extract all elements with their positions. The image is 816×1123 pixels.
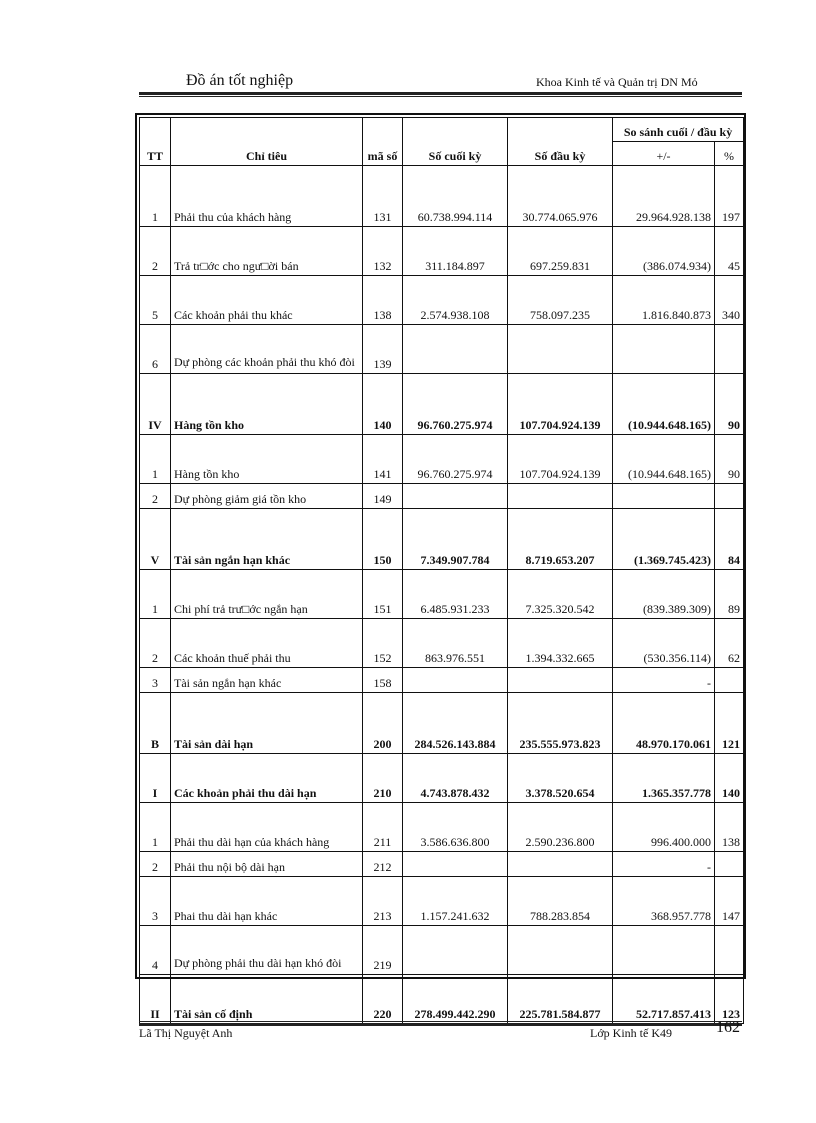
row-end-value bbox=[403, 668, 508, 693]
table-row bbox=[140, 926, 744, 975]
row-name-cell: Tài sản cố định bbox=[171, 975, 363, 1024]
header-rule-thick bbox=[139, 92, 742, 95]
row-diff-value: 368.957.778 bbox=[613, 877, 715, 926]
row-end-value: 96.760.275.974 bbox=[403, 435, 508, 484]
table-row bbox=[140, 852, 744, 877]
row-begin-value bbox=[508, 484, 613, 509]
table-row bbox=[140, 227, 744, 276]
row-begin-value: 107.704.924.139 bbox=[508, 374, 613, 435]
row-end-value bbox=[403, 926, 508, 975]
row-begin-value: 107.704.924.139 bbox=[508, 435, 613, 484]
row-tt-cell: 2 bbox=[140, 227, 171, 276]
row-end-value: 96.760.275.974 bbox=[403, 374, 508, 435]
row-name-cell: Dự phòng các khoản phải thu khó đòi bbox=[171, 325, 363, 374]
row-code-cell: 138 bbox=[363, 276, 403, 325]
row-code-cell: 149 bbox=[363, 484, 403, 509]
row-name-cell: Trả tr□ớc cho ngư□ời bán bbox=[171, 227, 363, 276]
col-end-header: Số cuối kỳ bbox=[403, 118, 508, 166]
footer-rule-thin bbox=[139, 1021, 742, 1022]
row-code-cell: 200 bbox=[363, 693, 403, 754]
row-end-value: 863.976.551 bbox=[403, 619, 508, 668]
row-begin-value: 758.097.235 bbox=[508, 276, 613, 325]
row-code-cell: 141 bbox=[363, 435, 403, 484]
balance-sheet-table bbox=[139, 117, 744, 1024]
row-end-value: 284.526.143.884 bbox=[403, 693, 508, 754]
table-row bbox=[140, 803, 744, 852]
table-row bbox=[140, 325, 744, 374]
faculty-name: Khoa Kinh tế và Quản trị DN Mỏ bbox=[536, 75, 698, 89]
row-pct-value: 340 bbox=[715, 276, 744, 325]
balance-table-container bbox=[139, 117, 743, 1024]
row-code-cell: 210 bbox=[363, 754, 403, 803]
row-code-cell: 152 bbox=[363, 619, 403, 668]
row-name-cell: Tài sản ngắn hạn khác bbox=[171, 668, 363, 693]
row-code-cell: 151 bbox=[363, 570, 403, 619]
table-row bbox=[140, 619, 744, 668]
row-tt-cell: 1 bbox=[140, 570, 171, 619]
row-tt-cell: 4 bbox=[140, 926, 171, 975]
row-code-cell: 150 bbox=[363, 509, 403, 570]
row-begin-value: 30.774.065.976 bbox=[508, 166, 613, 227]
row-code-cell: 140 bbox=[363, 374, 403, 435]
row-pct-value: 123 bbox=[715, 975, 744, 1024]
row-name-cell: Phải thu dài hạn của khách hàng bbox=[171, 803, 363, 852]
row-diff-value: (10.944.648.165) bbox=[613, 374, 715, 435]
row-name-cell: Tài sản ngắn hạn khác bbox=[171, 509, 363, 570]
table-body bbox=[140, 166, 744, 1024]
row-end-value: 4.743.878.432 bbox=[403, 754, 508, 803]
table-row bbox=[140, 877, 744, 926]
col-diff-header: +/- bbox=[613, 142, 715, 166]
row-pct-value bbox=[715, 668, 744, 693]
row-name-cell: Các khoản phải thu khác bbox=[171, 276, 363, 325]
row-pct-value: 138 bbox=[715, 803, 744, 852]
row-pct-value: 45 bbox=[715, 227, 744, 276]
row-pct-value: 147 bbox=[715, 877, 744, 926]
row-diff-value: 48.970.170.061 bbox=[613, 693, 715, 754]
row-diff-value: 29.964.928.138 bbox=[613, 166, 715, 227]
row-begin-value bbox=[508, 926, 613, 975]
row-tt-cell: 1 bbox=[140, 166, 171, 227]
row-tt-cell: IV bbox=[140, 374, 171, 435]
row-pct-value bbox=[715, 484, 744, 509]
row-tt-cell: 6 bbox=[140, 325, 171, 374]
class-name: Lớp Kinh tế K49 bbox=[590, 1026, 673, 1040]
row-pct-value bbox=[715, 852, 744, 877]
row-end-value: 278.499.442.290 bbox=[403, 975, 508, 1024]
col-begin-header: Số đầu kỳ bbox=[508, 118, 613, 166]
row-begin-value: 788.283.854 bbox=[508, 877, 613, 926]
page-number: 162 bbox=[716, 1019, 740, 1036]
row-tt-cell: I bbox=[140, 754, 171, 803]
row-name-cell: Phải thu của khách hàng bbox=[171, 166, 363, 227]
row-end-value bbox=[403, 852, 508, 877]
row-diff-value: (1.369.745.423) bbox=[613, 509, 715, 570]
row-pct-value bbox=[715, 325, 744, 374]
row-pct-value: 197 bbox=[715, 166, 744, 227]
row-code-cell: 213 bbox=[363, 877, 403, 926]
header-row-top bbox=[140, 118, 744, 142]
table-row bbox=[140, 754, 744, 803]
row-tt-cell: B bbox=[140, 693, 171, 754]
row-name-cell: Các khoản phải thu dài hạn bbox=[171, 754, 363, 803]
col-code-header: mã số bbox=[363, 118, 403, 166]
row-tt-cell: V bbox=[140, 509, 171, 570]
row-begin-value: 7.325.320.542 bbox=[508, 570, 613, 619]
row-begin-value: 1.394.332.665 bbox=[508, 619, 613, 668]
row-diff-value bbox=[613, 325, 715, 374]
row-pct-value: 84 bbox=[715, 509, 744, 570]
row-diff-value bbox=[613, 926, 715, 975]
document-title: Đồ án tốt nghiệp bbox=[186, 72, 294, 89]
table-row bbox=[140, 435, 744, 484]
row-pct-value: 121 bbox=[715, 693, 744, 754]
row-diff-value: - bbox=[613, 852, 715, 877]
header-rule-thin bbox=[139, 96, 742, 97]
row-end-value: 311.184.897 bbox=[403, 227, 508, 276]
table-row bbox=[140, 693, 744, 754]
row-pct-value: 90 bbox=[715, 374, 744, 435]
row-diff-value: (386.074.934) bbox=[613, 227, 715, 276]
table-row bbox=[140, 166, 744, 227]
row-diff-value: 996.400.000 bbox=[613, 803, 715, 852]
row-begin-value: 225.781.584.877 bbox=[508, 975, 613, 1024]
row-pct-value: 89 bbox=[715, 570, 744, 619]
row-end-value bbox=[403, 325, 508, 374]
col-tt-header: TT bbox=[140, 118, 171, 166]
row-name-cell: Hàng tồn kho bbox=[171, 435, 363, 484]
row-diff-value: (530.356.114) bbox=[613, 619, 715, 668]
row-code-cell: 220 bbox=[363, 975, 403, 1024]
row-pct-value bbox=[715, 926, 744, 975]
row-name-cell: Chi phí trả trư□ớc ngắn hạn bbox=[171, 570, 363, 619]
row-pct-value: 62 bbox=[715, 619, 744, 668]
row-code-cell: 211 bbox=[363, 803, 403, 852]
row-end-value: 60.738.994.114 bbox=[403, 166, 508, 227]
row-end-value: 1.157.241.632 bbox=[403, 877, 508, 926]
row-tt-cell: 5 bbox=[140, 276, 171, 325]
row-code-cell: 158 bbox=[363, 668, 403, 693]
row-end-value: 6.485.931.233 bbox=[403, 570, 508, 619]
row-diff-value: - bbox=[613, 668, 715, 693]
row-begin-value: 2.590.236.800 bbox=[508, 803, 613, 852]
row-end-value bbox=[403, 484, 508, 509]
row-tt-cell: II bbox=[140, 975, 171, 1024]
row-begin-value: 697.259.831 bbox=[508, 227, 613, 276]
row-end-value: 2.574.938.108 bbox=[403, 276, 508, 325]
row-tt-cell: 1 bbox=[140, 435, 171, 484]
row-begin-value: 235.555.973.823 bbox=[508, 693, 613, 754]
row-tt-cell: 1 bbox=[140, 803, 171, 852]
table-row bbox=[140, 975, 744, 1024]
row-begin-value bbox=[508, 668, 613, 693]
compare-group-header: So sánh cuối / đầu kỳ bbox=[613, 118, 744, 142]
row-name-cell: Phải thu nội bộ dài hạn bbox=[171, 852, 363, 877]
row-begin-value: 3.378.520.654 bbox=[508, 754, 613, 803]
row-code-cell: 132 bbox=[363, 227, 403, 276]
row-tt-cell: 3 bbox=[140, 668, 171, 693]
col-name-header: Chỉ tiêu bbox=[171, 118, 363, 166]
row-name-cell: Dự phòng phải thu dài hạn khó đòi bbox=[171, 926, 363, 975]
row-end-value: 7.349.907.784 bbox=[403, 509, 508, 570]
table-row bbox=[140, 509, 744, 570]
row-tt-cell: 2 bbox=[140, 619, 171, 668]
row-code-cell: 139 bbox=[363, 325, 403, 374]
row-name-cell: Tài sản dài hạn bbox=[171, 693, 363, 754]
row-begin-value: 8.719.653.207 bbox=[508, 509, 613, 570]
table-row bbox=[140, 570, 744, 619]
row-pct-value: 90 bbox=[715, 435, 744, 484]
row-end-value: 3.586.636.800 bbox=[403, 803, 508, 852]
table-row bbox=[140, 668, 744, 693]
row-name-cell: Hàng tồn kho bbox=[171, 374, 363, 435]
row-name-cell: Phai thu dài hạn khác bbox=[171, 877, 363, 926]
table-row bbox=[140, 374, 744, 435]
table-row bbox=[140, 484, 744, 509]
table-row bbox=[140, 276, 744, 325]
row-code-cell: 131 bbox=[363, 166, 403, 227]
author-name: Lã Thị Nguyệt Anh bbox=[139, 1026, 233, 1040]
row-tt-cell: 2 bbox=[140, 852, 171, 877]
row-name-cell: Các khoản thuế phải thu bbox=[171, 619, 363, 668]
row-tt-cell: 3 bbox=[140, 877, 171, 926]
row-tt-cell: 2 bbox=[140, 484, 171, 509]
row-name-cell: Dự phòng giảm giá tồn kho bbox=[171, 484, 363, 509]
col-pct-header: % bbox=[715, 142, 744, 166]
row-diff-value bbox=[613, 484, 715, 509]
row-diff-value: 1.816.840.873 bbox=[613, 276, 715, 325]
row-diff-value: (10.944.648.165) bbox=[613, 435, 715, 484]
row-begin-value bbox=[508, 325, 613, 374]
row-code-cell: 212 bbox=[363, 852, 403, 877]
row-diff-value: (839.389.309) bbox=[613, 570, 715, 619]
row-pct-value: 140 bbox=[715, 754, 744, 803]
row-code-cell: 219 bbox=[363, 926, 403, 975]
row-begin-value bbox=[508, 852, 613, 877]
row-diff-value: 52.717.857.413 bbox=[613, 975, 715, 1024]
row-diff-value: 1.365.357.778 bbox=[613, 754, 715, 803]
